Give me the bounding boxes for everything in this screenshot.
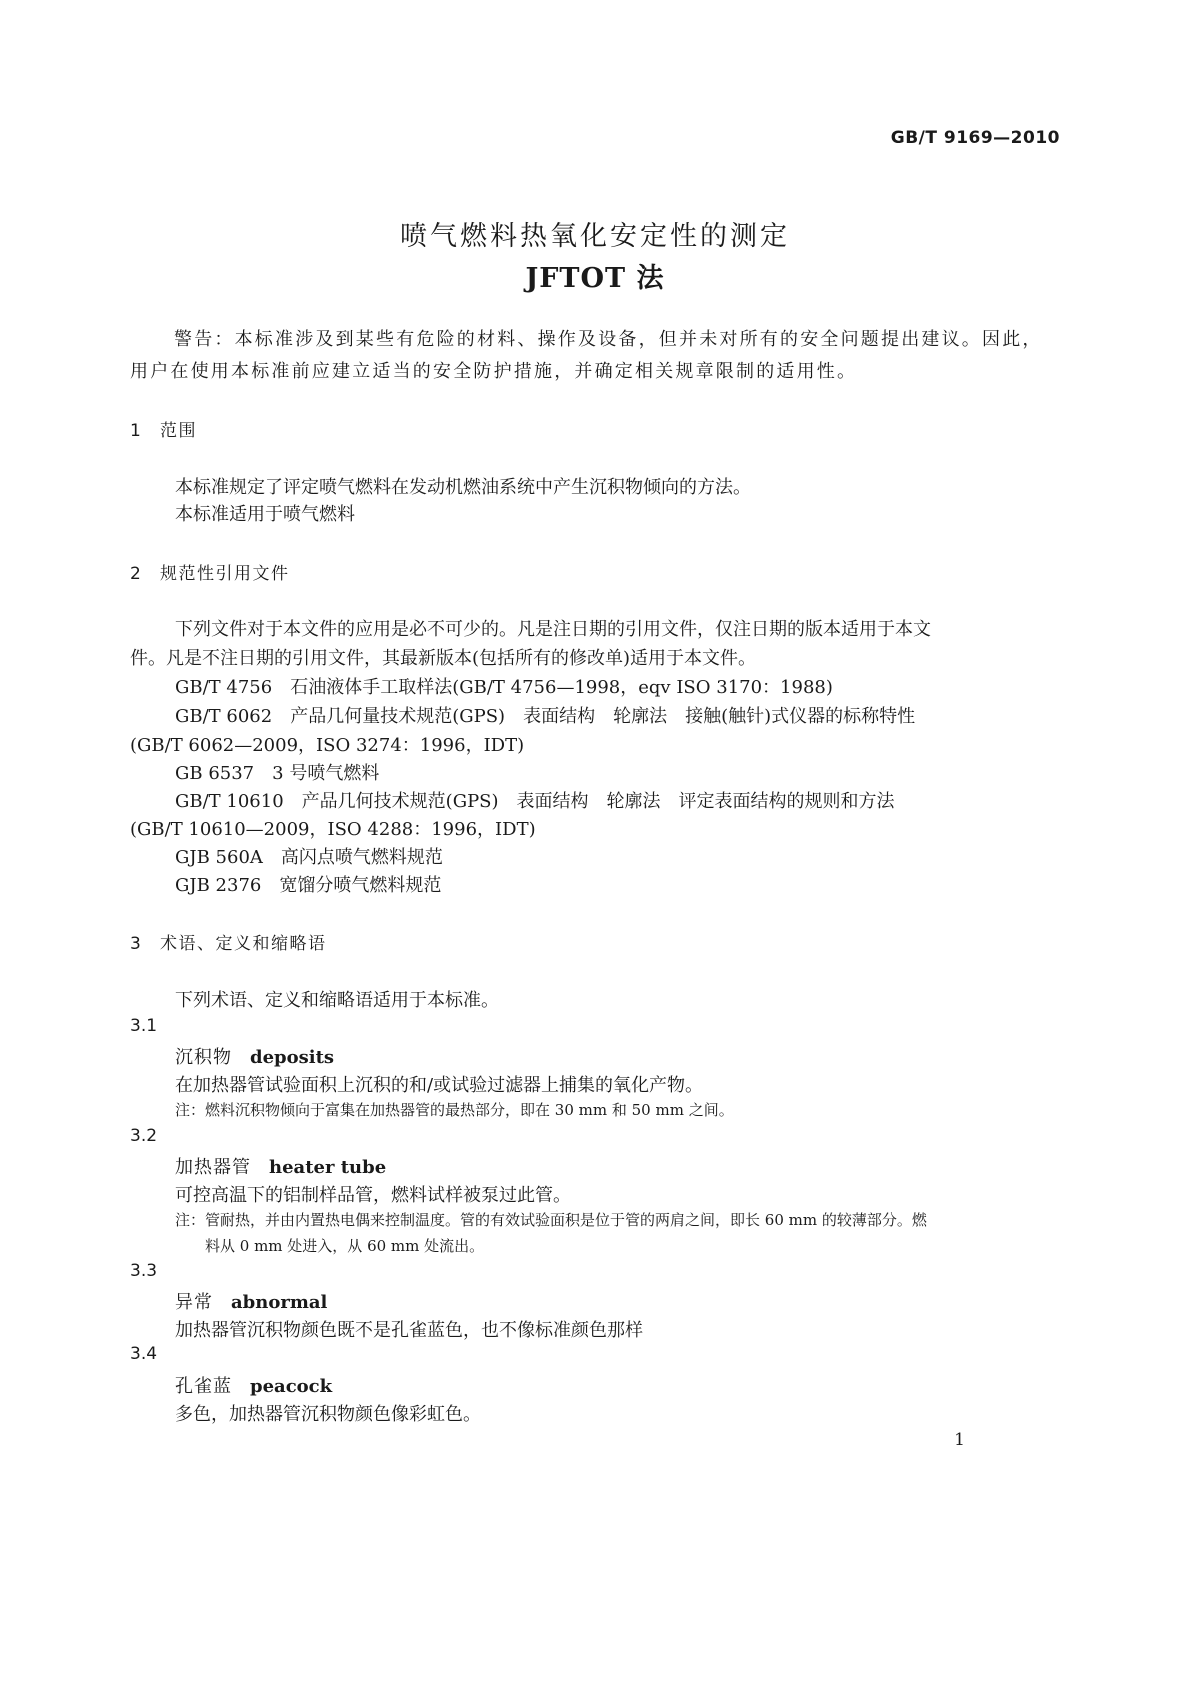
term-english: deposits (250, 1047, 335, 1068)
section-number: 2 (130, 564, 143, 584)
term-definition: 在加热器管试验面积上沉积的和/或试验过滤器上捕集的氧化产物。 (175, 1075, 704, 1096)
paragraph: 本标准规定了评定喷气燃料在发动机燃油系统中产生沉积物倾向的方法。 (175, 477, 751, 498)
reference-item (175, 673, 833, 699)
reference-item (175, 871, 441, 897)
section-title: 范围 (160, 421, 197, 441)
reference-code: GJB 2376 (175, 875, 262, 896)
section-title: 术语、定义和缩略语 (160, 934, 327, 954)
term-english: heater tube (269, 1157, 387, 1178)
reference-item (175, 787, 895, 813)
term-heading (175, 1153, 386, 1179)
reference-title: 高闪点喷气燃料规范 (280, 847, 443, 868)
note-label: 注： (175, 1101, 206, 1119)
reference-code: GB/T 4756 (175, 677, 273, 698)
page-title: 喷气燃料热氧化安定性的测定 (400, 221, 790, 252)
section-heading-scope (130, 416, 197, 441)
reference-code: GB/T 6062 (175, 706, 273, 727)
section-number: 1 (130, 421, 143, 441)
term-note (175, 1099, 734, 1120)
note-text: 燃料沉积物倾向于富集在加热器管的最热部分，即在 30 mm 和 50 mm 之间。 (205, 1101, 734, 1119)
section-title: 规范性引用文件 (160, 564, 290, 584)
term-english: abnormal (231, 1292, 328, 1313)
safety-warning: 警告：本标准涉及到某些有危险的材料、操作及设备，但并未对所有的安全问题提出建议。因此，用户在使用本标准前应建立适当的安全防护措施，并确定相关规章限制的适用性。 (130, 329, 1043, 382)
term-number: 3.3 (130, 1261, 158, 1281)
term-heading (175, 1288, 327, 1314)
reference-title: 产品几何技术规范(GPS) 表面结构 轮廓法 评定表面结构的规则和方法 (301, 791, 895, 812)
term-heading (175, 1372, 332, 1398)
paragraph: 本标准适用于喷气燃料 (175, 504, 355, 525)
reference-code: GB/T 10610 (175, 791, 284, 812)
reference-continuation: (GB/T 6062—2009，ISO 3274：1996，IDT) (130, 735, 525, 756)
term-definition: 多色，加热器管沉积物颜色像彩虹色。 (175, 1404, 481, 1425)
term-chinese: 异常 (175, 1292, 213, 1313)
page-subtitle: JFTOT 法 (525, 263, 665, 294)
note-label: 注： (175, 1211, 206, 1229)
term-chinese: 沉积物 (175, 1047, 232, 1068)
paragraph: 件。凡是不注日期的引用文件，其最新版本(包括所有的修改单)适用于本文件。 (130, 648, 757, 669)
reference-continuation: (GB/T 10610—2009，ISO 4288：1996，IDT) (130, 819, 536, 840)
term-chinese: 加热器管 (175, 1157, 251, 1178)
reference-code: GJB 560A (175, 847, 263, 868)
term-note (175, 1209, 927, 1230)
reference-title: 3 号喷气燃料 (272, 763, 380, 784)
term-english: peacock (250, 1376, 333, 1397)
reference-code: GB 6537 (175, 763, 255, 784)
term-note-continuation: 料从 0 mm 处进入，从 60 mm 处流出。 (205, 1237, 485, 1255)
term-heading (175, 1043, 334, 1069)
term-chinese: 孔雀蓝 (175, 1376, 232, 1397)
term-number: 3.1 (130, 1016, 158, 1036)
term-number: 3.2 (130, 1126, 158, 1146)
reference-item (175, 702, 915, 728)
section-number: 3 (130, 934, 143, 954)
term-number: 3.4 (130, 1344, 158, 1364)
reference-title: 宽馏分喷气燃料规范 (279, 875, 442, 896)
paragraph: 下列文件对于本文件的应用是必不可少的。凡是注日期的引用文件，仅注日期的版本适用于本文 (175, 619, 931, 640)
reference-item (175, 759, 379, 785)
page-number: 1 (954, 1430, 965, 1450)
paragraph: 下列术语、定义和缩略语适用于本标准。 (175, 990, 499, 1011)
section-heading-terms (130, 929, 327, 954)
term-definition: 加热器管沉积物颜色既不是孔雀蓝色，也不像标准颜色那样 (175, 1320, 643, 1341)
reference-title: 产品几何量技术规范(GPS) 表面结构 轮廓法 接触(触针)式仪器的标称特性 (290, 706, 916, 727)
reference-title: 石油液体手工取样法(GB/T 4756—1998，eqv ISO 3170：1988) (290, 677, 833, 698)
note-text: 管耐热，并由内置热电偶来控制温度。管的有效试验面积是位于管的两肩之间，即长 60 mm 的较薄部分。燃 (205, 1211, 927, 1229)
reference-item (175, 843, 443, 869)
standard-number: GB/T 9169—2010 (890, 128, 1060, 148)
section-heading-normative-references (130, 559, 290, 584)
term-definition: 可控高温下的铝制样品管，燃料试样被泵过此管。 (175, 1185, 571, 1206)
